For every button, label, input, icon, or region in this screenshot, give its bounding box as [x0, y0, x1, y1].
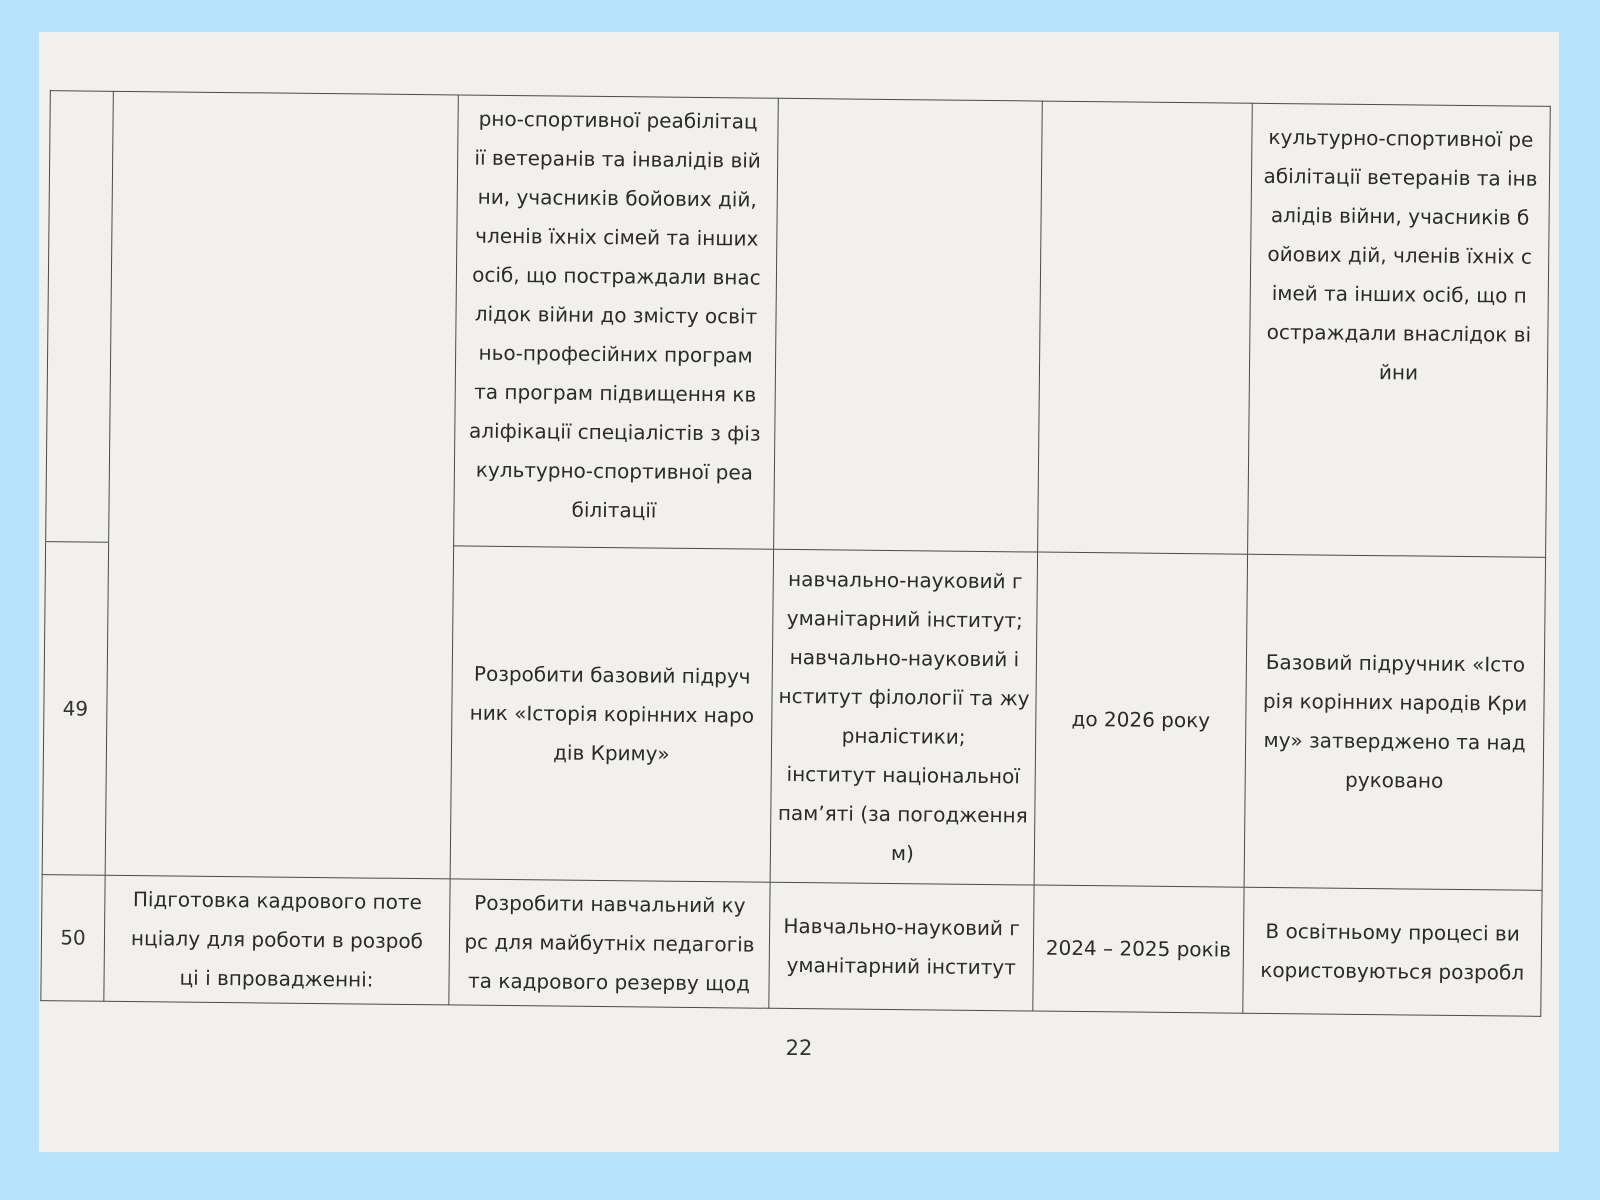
text-line: аліфікації спеціалістів з фіз: [468, 418, 761, 446]
text-line: Підготовка кадрового поте: [132, 887, 423, 915]
text-line: користовуються розробл: [1260, 957, 1525, 985]
text-line: рія корінних народів Кри: [1262, 688, 1528, 716]
text-line: інститут національної: [786, 761, 1021, 789]
text-line: В освітньому процесі ви: [1265, 918, 1520, 946]
text-line: Розробити навчальний ку: [474, 890, 746, 918]
text-line: рс для майбутніх педагогів: [464, 929, 755, 957]
text-line: абілітації ветеранів та інв: [1263, 163, 1538, 191]
text-line: лідок війни до змісту освіт: [474, 301, 758, 329]
text-line: рналістики;: [841, 723, 966, 749]
text-line: ойових дій, членів їхніх с: [1267, 241, 1533, 269]
text-line: ії ветеранів та інвалідів вій: [474, 145, 761, 173]
text-line: білітації: [571, 497, 657, 523]
text-line: Навчально-науковий г: [783, 913, 1020, 940]
plan-table: [40, 90, 1550, 1017]
plan-table-container: [40, 90, 1550, 1028]
deadline-cell-50: 2024 – 2025 років: [1033, 885, 1244, 1013]
text-line: остраждали внаслідок ві: [1266, 319, 1532, 347]
text-line: та кадрового резерву щод: [467, 968, 751, 996]
text-line: та програм підвищення кв: [474, 379, 757, 407]
text-line: культурно-спортивної реа: [475, 457, 754, 485]
text-line: Базовий підручник «Істо: [1265, 649, 1526, 677]
text-line: ни, учасників бойових дій,: [477, 184, 757, 212]
row-number-continued: [46, 91, 113, 543]
text-line: Розробити базовий підруч: [473, 661, 751, 689]
text-line: м): [890, 841, 914, 866]
task-cell-50: [104, 875, 450, 1005]
text-line: осіб, що постраждали внас: [472, 262, 761, 290]
text-line: уманітарний інститут: [786, 952, 1016, 979]
text-line: рно-спортивної реабілітац: [478, 106, 758, 134]
result-cell-continued: [1248, 103, 1551, 557]
text-line: навчально-науковий і: [789, 645, 1020, 672]
result-cell-50: [1243, 887, 1542, 1016]
table-row-50: [41, 875, 1542, 1017]
executor-cell-50: [769, 882, 1034, 1011]
text-line: нститут філології та жу: [778, 683, 1030, 711]
executor-cell-49: [770, 549, 1037, 885]
text-line: навчально-науковий г: [787, 566, 1023, 594]
text-line: дів Криму»: [553, 740, 670, 766]
text-line: ці і впровадженні:: [179, 965, 374, 992]
text-line: му» затверджено та над: [1263, 727, 1526, 755]
text-line: уманітарний інститут;: [786, 605, 1023, 633]
text-line: культурно-спортивної ре: [1268, 124, 1534, 152]
deadline-cell-49: до 2026 року: [1034, 552, 1247, 887]
text-line: пам’яті (за погодження: [777, 800, 1028, 828]
text-line: членів їхніх сімей та інших: [475, 223, 759, 251]
text-line: йни: [1378, 360, 1419, 385]
document-page: [39, 32, 1559, 1152]
row-number-cell: [42, 91, 113, 876]
action-cell-49: [450, 546, 773, 882]
executor-cell-continued: [774, 98, 1043, 552]
row-number-50: 50: [41, 875, 105, 1002]
text-line: імей та інших осіб, що п: [1271, 280, 1527, 308]
text-line: алідів війни, учасників б: [1270, 202, 1530, 230]
table-row-continued: [46, 91, 1551, 558]
task-cell-merged: [105, 91, 458, 879]
text-line: ник «Історія корінних наро: [469, 700, 755, 728]
text-line: руковано: [1344, 767, 1444, 793]
result-cell-49: [1244, 554, 1545, 890]
text-line: нціалу для роботи в розроб: [130, 926, 424, 954]
text-line: ньо-професійних програм: [478, 340, 753, 368]
action-cell-continued: [454, 95, 779, 549]
action-cell-50: [449, 879, 770, 1008]
deadline-cell-continued: [1038, 101, 1253, 554]
row-number-49: 49: [62, 696, 89, 721]
page-number: 22: [785, 1036, 813, 1060]
